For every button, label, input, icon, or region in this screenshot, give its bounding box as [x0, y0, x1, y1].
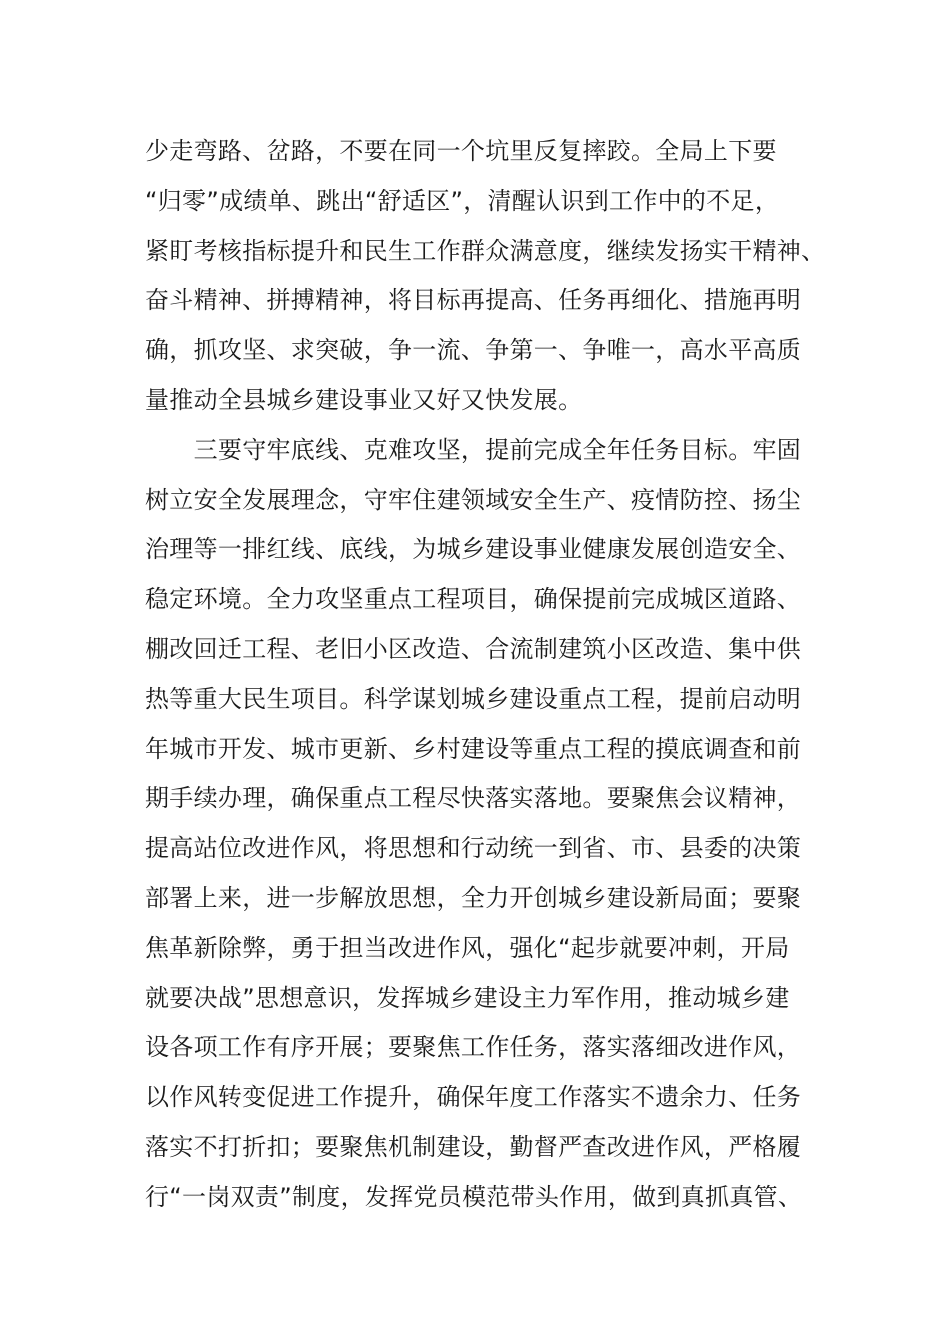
text-line: 落实不打折扣；要聚焦机制建设，勤督严查改进作风，严格履 — [145, 1132, 802, 1161]
text-line: 紧盯考核指标提升和民生工作群众满意度，继续发扬实干精神、 — [145, 236, 826, 265]
text-line: 热等重大民生项目。科学谋划城乡建设重点工程，提前启动明 — [145, 684, 802, 713]
text-line: 治理等一排红线、底线，为城乡建设事业健康发展创造安全、 — [145, 535, 802, 564]
text-line: 行“一岗双责”制度，发挥党员模范带头作用，做到真抓真管、 — [145, 1182, 803, 1211]
text-line: 棚改回迁工程、老旧小区改造、合流制建筑小区改造、集中供 — [145, 634, 802, 663]
text-line: “归零”成绩单、跳出“舒适区”，清醒认识到工作中的不足， — [145, 186, 780, 215]
text-line: 三要守牢底线、克难攻坚，提前完成全年任务目标。牢固 — [145, 435, 802, 464]
text-line: 就要决战”思想意识，发挥城乡建设主力军作用，推动城乡建 — [145, 983, 790, 1012]
text-line: 量推动全县城乡建设事业又好又快发展。 — [145, 385, 583, 414]
text-line: 奋斗精神、拼搏精神，将目标再提高、任务再细化、措施再明 — [145, 286, 802, 315]
text-line: 部署上来，进一步解放思想，全力开创城乡建设新局面；要聚 — [145, 883, 802, 912]
text-line: 焦革新除弊，勇于担当改进作风，强化“起步就要冲刺，开局 — [145, 933, 790, 962]
text-line: 少走弯路、岔路，不要在同一个坑里反复摔跤。全局上下要 — [145, 137, 777, 165]
text-line: 确，抓攻坚、求突破，争一流、争第一、争唯一，高水平高质 — [145, 336, 802, 365]
text-line: 设各项工作有序开展；要聚焦工作任务，落实落细改进作风， — [145, 1033, 802, 1062]
text-line: 以作风转变促进工作提升，确保年度工作落实不遗余力、任务 — [145, 1083, 802, 1112]
body-text — [145, 127, 835, 1223]
text-line: 提高站位改进作风，将思想和行动统一到省、市、县委的决策 — [145, 834, 802, 863]
text-line: 稳定环境。全力攻坚重点工程项目，确保提前完成城区道路、 — [145, 585, 802, 614]
text-line: 树立安全发展理念，守牢住建领域安全生产、疫情防控、扬尘 — [145, 485, 802, 514]
text-line: 年城市开发、城市更新、乡村建设等重点工程的摸底调查和前 — [145, 734, 802, 763]
text-line: 期手续办理，确保重点工程尽快落实落地。要聚焦会议精神， — [145, 784, 802, 813]
